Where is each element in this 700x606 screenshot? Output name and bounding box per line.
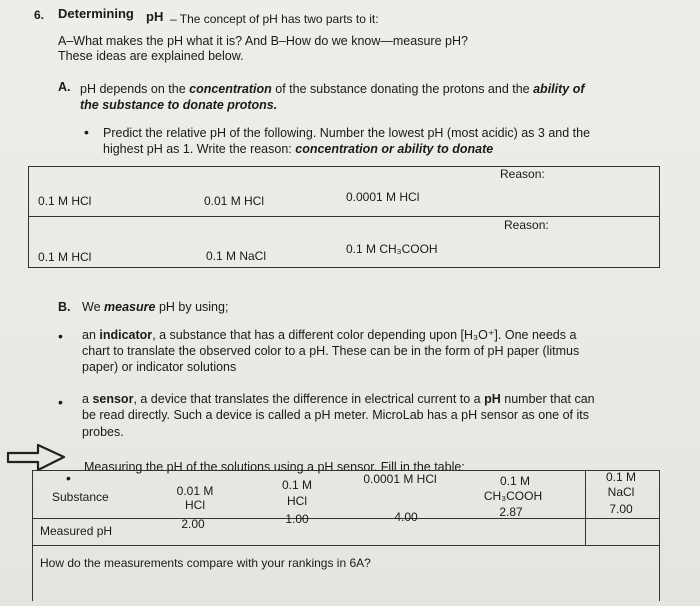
rank-item: 0.0001 M HCl [346, 190, 420, 204]
section-b-label: B. [58, 300, 71, 314]
sensor-line-3: probes. [82, 425, 124, 439]
rank-item: 0.01 M HCl [204, 194, 265, 208]
intro-line-2: These ideas are explained below. [58, 49, 244, 63]
section-a-label: A. [58, 80, 71, 94]
bullet-dot: • [58, 328, 63, 344]
measure-table [32, 470, 660, 601]
arrow-icon [2, 440, 70, 474]
measured-ph-cell: 2.00 [181, 517, 205, 531]
predict-line-1: Predict the relative pH of the following. Number the lowest pH (most acidic) as 3 and the [103, 126, 591, 140]
sensor-line-1: a sensor, a device that translates the difference in electrical current to a pH number that can [82, 392, 595, 406]
substance-cell: 0.01 M [176, 484, 214, 498]
substance-cell: 0.1 M [499, 474, 530, 488]
bullet-dot: • [66, 470, 71, 486]
rank-item: 0.1 M HCl [38, 250, 92, 264]
substance-cell: 0.1 M [605, 470, 636, 484]
substance-cell: 0.1 M [281, 478, 312, 492]
row-header-substance: Substance [52, 490, 109, 504]
substance-cell: HCl [185, 498, 205, 512]
rank-item: 0.1 M CH₃COOH [346, 242, 438, 256]
indicator-line-3: paper) or indicator solutions [82, 360, 237, 374]
compare-question: How do the measurements compare with your rankings in 6A? [40, 556, 371, 570]
substance-cell: 0.0001 M HCl [363, 472, 437, 486]
measured-ph-cell: 7.00 [609, 502, 633, 516]
reason-label-1: Reason: [500, 167, 545, 181]
predict-line-2: highest pH as 1. Write the reason: concentration or ability to donate [103, 142, 494, 156]
section-b-line: We measure pH by using; [82, 300, 229, 314]
bullet-dot: • [58, 394, 63, 410]
substance-cell: CH₃COOH [483, 489, 543, 503]
indicator-line-1: an indicator, a substance that has a different color depending upon [H₃O⁺]. One needs a [82, 328, 577, 342]
measured-ph-cell: 1.00 [285, 512, 309, 526]
measured-ph-cell: 2.87 [499, 505, 523, 519]
title-rest: – The concept of pH has two parts to it: [170, 12, 379, 26]
question-number: 6. [34, 8, 45, 22]
title-determining: Determining [58, 6, 134, 21]
measure-caption: Measuring the pH of the solutions using a pH sensor. Fill in the table: [84, 460, 465, 474]
reason-label-2: Reason: [504, 218, 549, 232]
rank-item: 0.1 M NaCl [206, 249, 267, 263]
sensor-line-2: be read directly. Such a device is called a pH meter. MicroLab has a pH sensor as one of its [82, 408, 589, 422]
substance-cell: HCl [287, 494, 307, 508]
intro-line-1: A–What makes the pH what it is? And B–How do we know—measure pH? [58, 34, 468, 48]
rank-item: 0.1 M HCl [38, 194, 92, 208]
indicator-line-2: chart to translate the observed color to a pH. These can be in the form of pH paper (litmus [82, 344, 580, 358]
row-header-measured: Measured pH [40, 524, 113, 538]
measured-ph-cell: 4.00 [394, 510, 418, 524]
bullet-dot: • [84, 124, 89, 140]
section-a-line-2: the substance to donate protons. [80, 98, 278, 112]
section-a-line-1: pH depends on the concentration of the substance donating the protons and the ability of [80, 82, 585, 96]
substance-cell: NaCl [607, 485, 635, 499]
title-ph: pH [146, 9, 164, 24]
ranking-divider [28, 216, 659, 217]
ranking-table [28, 166, 660, 268]
